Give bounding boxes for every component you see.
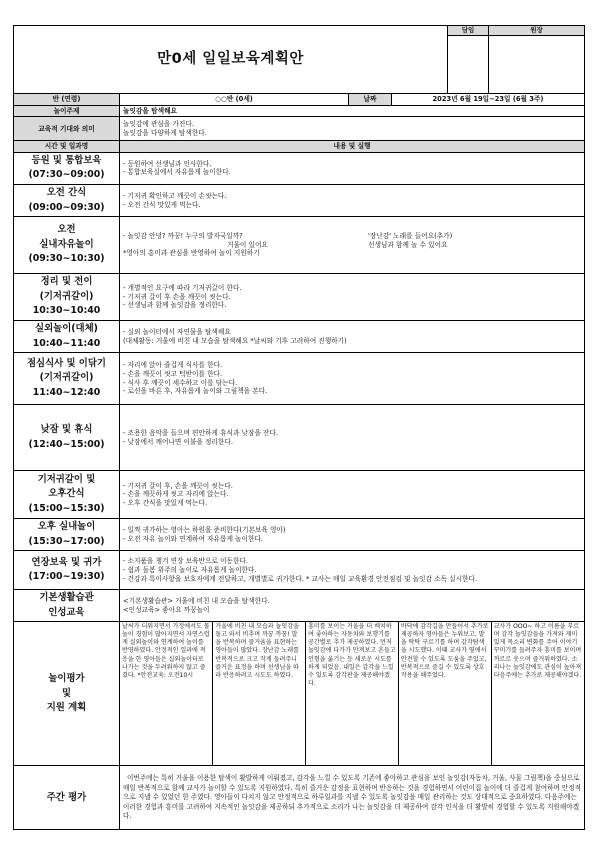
sign-label-director: 원장 [489, 26, 585, 36]
theme-label: 놀이주제 [14, 105, 120, 117]
schedule-name-transition: 정리 및 전이 (기저귀갈이) 10:30~10:40 [14, 274, 120, 321]
schedule-content-afternoon-snack: - 기저귀 갈이 후, 손을 깨끗이 씻는다. - 손을 깨끗하게 씻고 자리에 앉는다. - 오후 간식을 맛있게 먹는다. [120, 471, 585, 519]
schedule-content-lunch: - 자리에 앉아 즐겁게 식사를 한다. - 손을 깨끗이 씻고 턱받이를 한다. - 식사 후 깨끗이 세수하고 이를 닦는다. - 로션을 바른 후, 자유롭게 놀이와 그림책을 본다. [120, 353, 585, 405]
schedule-name-habits: 기본생활습관 인성교육 [14, 590, 120, 622]
time-column-label: 시간 및 일과명 [14, 141, 120, 153]
schedule-name-afternoon-indoor-play: 오후 실내놀이 (15:30~17:00) [14, 519, 120, 551]
goals-label: 교육적 기대와 의미 [14, 117, 120, 141]
evaluation-day-3: 흥미를 보이는 거울을 더 배치하여 좋아하는 자동차와 보행기를 공간별로 추가 제공하였다. 먼저 놀잇감에 다가가 만져보고 흔들고 인형을 옮기는 등 새로운 시도를 하게 되었음. 내일은 감각을 느낄 수 있도록 감각판을 제공해야겠다. [306, 622, 399, 765]
schedule-name-afternoon-snack: 기저귀갈이 및 오후간식 (15:00~15:30) [14, 471, 120, 519]
schedule-content-afternoon-indoor-play: - 일찍 귀가하는 영아는 하원을 준비한다(기본보육 영아) - 오전 자유 놀이와 연계하여 자유롭게 놀이한다. [120, 519, 585, 551]
schedule-name-outdoor-play: 실외놀이(대체) 10:40~11:40 [14, 320, 120, 352]
sign-box-teacher[interactable] [448, 36, 489, 94]
play-support-note: *영아의 흥미과 관심을 반영하여 놀이 지원하기 [123, 249, 260, 258]
date-label: 날짜 [349, 94, 392, 106]
schedule-content-outdoor-play: - 실외 놀이터에서 자연물을 탐색해요 (대체활동: 거울에 비친 내 모습을 탐색해요 *날씨와 기후 고려하여 진행하기) [120, 320, 585, 352]
schedule-name-nap: 낮잠 및 휴식 (12:40~15:00) [14, 405, 120, 471]
daily-plan-document [13, 25, 584, 830]
weekly-evaluation-label: 주간 평가 [14, 766, 120, 830]
evaluation-day-1: 날씨가 더워지면서 가정에서도 물놀이 경험이 많아지면서 자연스럽게 실외놀이와 연계하여 놀이를 반영하였다. 안정적인 일과에 적응을 한 영아들은 실외놀이터로 나가는 것을 두려워하지 않고 즐겼다. *안전교육: 오전10시 [120, 622, 213, 765]
evaluation-label: 놀이평가 및 지원 계획 [14, 622, 120, 766]
content-column-label: 내용 및 실행 [120, 141, 585, 153]
theme-value: 놀잇감을 탐색해요 [120, 105, 585, 117]
schedule-name-arrival: 등원 및 통합보육 (07:30~09:00) [14, 152, 120, 184]
document-title: 만0세 일일보육계획안 [14, 26, 448, 94]
schedule-content-extended-care: - 소지품을 챙겨 연장 보육반으로 이동한다. - 쉼과 돌봄 위주의 놀이로 자유롭게 놀이한다. - 건강과 특이사항을 보호자에게 전달하고, 개별별로 귀가한다. * 교사는 매일 교육환경 안전점검 및 놀잇감 소독 실시한다. [120, 551, 585, 590]
sign-label-teacher: 담임 [448, 26, 489, 36]
sign-box-director[interactable] [489, 36, 585, 94]
class-value: ○○반 (0세) [120, 94, 349, 106]
schedule-name-lunch: 점심식사 및 이닦기 (기저귀갈이) 11:40~12:40 [14, 353, 120, 405]
evaluation-day-2: 거울에 비친 내 모습과 놀잇감을 돌고 와서 비추며 까꿍 까꿍! 말을 반복하며 즐거움을 표현하는 영아들이 많았다. 장난감 노래를 반복적으로 크고 작게 들려주니 즐거운 표정을 하며 선생님을 따라 반응하려고 시도도 하였다. [213, 622, 306, 765]
goal-line: 놀잇감에 관심을 가진다. [123, 120, 194, 129]
weekly-evaluation-text: 이번주에는 특히 거울을 이용한 탐색이 활발하게 이뤄졌고, 감각을 느낄 수 있도록 기존에 좋아하고 관심을 보인 놀잇감(자동차, 거울, 사물 그림책)을 중심으로 매일 반복적으로 함께 교사가 놀이할 수 있도록 지원하였다. 특히 즐거운 감정을 표현하며 반응하는 것을 경험하면서 어린이집 놀이에 더 즐겁게 참여하며 안정적으로 지낼 수 있었던 한 주였다. 영아들이 다치지 않고 안정적으로 하루일과를 지낼 수 있도록 놀잇감을 매일 관리하는 것도 상대적으로 중요하였다. 다음주에는 이러한 경험과 흥미를 고려하여 지속적인 놀잇감을 제공하되 추가적으로 소리가 나는 놀잇감을 더 제공하여 감각 인식을 더 활발히 경험할 수 있도록 지원해야겠다. [120, 766, 585, 830]
date-value: 2023년 6월 19일~23일 (6월 3주) [392, 94, 585, 106]
goal-line: 놀잇감을 다양하게 탐색한다. [123, 128, 207, 137]
evaluation-grid [120, 622, 584, 765]
class-label: 반 (연령) [14, 94, 120, 106]
schedule-content-nap: - 조용한 음악을 들으며 편안하게 휴식과 낮잠을 잔다. - 낮잠에서 깨어나면 이불을 정리한다. [120, 405, 585, 471]
goals-value [120, 117, 585, 141]
schedule-content-morning-snack: - 기저귀 확인하고 깨끗이 손씻는다. - 오전 간식 맛있게 먹는다. [120, 185, 585, 217]
schedule-name-extended-care: 연장보육 및 귀가 (17:00~19:30) [14, 551, 120, 590]
schedule-content-transition: - 개별적인 요구에 따라 기저귀갈이 한다. - 기저귀 갈이 후 손을 깨끗이 씻는다. - 선생님과 함께 놀잇감을 정리한다. [120, 274, 585, 321]
evaluation-columns [120, 622, 585, 766]
plan-table [13, 25, 585, 830]
schedule-content-morning-indoor-play: - 놀잇감 안녕? 까꿍! 누구의 발자국일까? 거울이 있어요 '장난감' 노래를 들어요(추가) 선생님과 함께 놀 수 있어요 *영아의 흥미과 관심을 반영하여 놀이 지원하기 [120, 217, 585, 274]
evaluation-day-5: 교사가 OOO~ 하고 이름을 부르며 감각 놀잇감들을 가져와 재미있게 목소리 변화를 주어 이야기 꾸미기를 들려주자 흥미를 보이며 까르르 웃으며 즐거워하였다. 소리나는 놀잇감에도 관심이 높아져 다음주에는 추가로 제공해야겠다. [491, 622, 584, 765]
schedule-content-habits: <기본생활습관> 거울에 비친 내 모습을 탐색한다. <인성교육> 좋아요 까꿍놀이 [120, 590, 585, 622]
evaluation-day-4: 바닥에 감각길을 만들어서 추가로 제공하자 영아들은 누워보고, 발을 탁탁 구르기를 하며 감각탐색을 시도했다. 이때 교사가 옆에서 안전할 수 있도록 도움을 주었고, 반복적으로 즐길 수 있도록 상호작용을 해주었다. [398, 622, 491, 765]
schedule-name-morning-snack: 오전 간식 (09:00~09:30) [14, 185, 120, 217]
schedule-name-morning-indoor-play: 오전 실내자유놀이 (09:30~10:30) [14, 217, 120, 274]
schedule-content-arrival: - 등원하여 선생님과 인사한다. - 통합보육실에서 자유롭게 놀이한다. [120, 152, 585, 184]
